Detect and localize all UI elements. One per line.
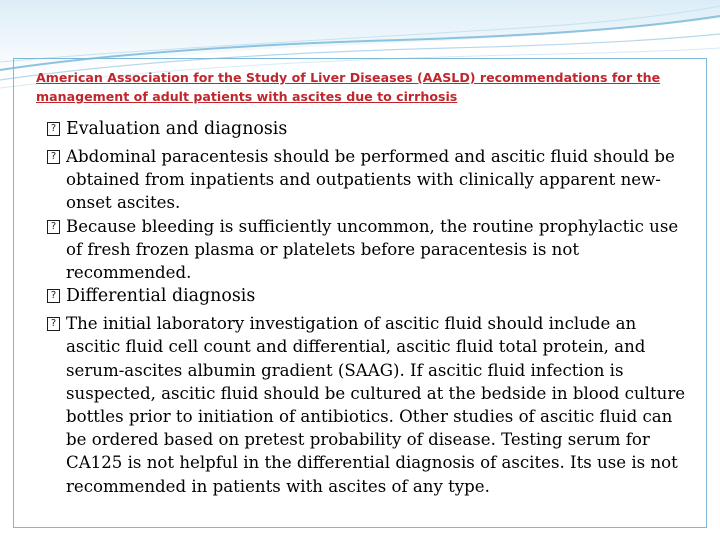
list-item-text: Evaluation and diagnosis	[66, 119, 288, 139]
missing-glyph-box-icon: ?	[47, 220, 60, 234]
missing-glyph-box-icon: ?	[47, 289, 60, 303]
slide-title: American Association for the Study of Liver Diseases (AASLD) recommendations for the management of adult patients with ascites due to cirrhosis	[36, 70, 661, 104]
list-item-text: Because bleeding is sufficiently uncommon, the routine prophylactic use of fresh frozen plasma or platelets before paracentesis is not recommended.	[66, 216, 679, 283]
bullet-list	[47, 117, 687, 498]
list-item	[47, 215, 687, 285]
list-item-text: The initial laboratory investigation of ascitic fluid should include an ascitic fluid cell count and differential, ascitic fluid total protein, and serum-ascites albumin gradient (SAAG). If ascitic fluid infection is suspected, ascitic fluid should be cultured at the bedside in blood culture bottles prior to initiation of antibiotics. Other studies of ascitic fluid can be ordered based on pretest probability of disease. Testing serum for CA125 is not helpful in the differential diagnosis of ascites. Its use is not recommended in patients with ascites of any type.	[66, 314, 686, 496]
list-item	[47, 145, 687, 215]
missing-glyph-box-icon: ?	[47, 150, 60, 164]
list-item	[47, 312, 687, 498]
list-item	[47, 284, 687, 308]
list-item-text: Differential diagnosis	[66, 286, 256, 307]
list-item-text: Abdominal paracentesis should be performed and ascitic fluid should be obtained from inpatients and outpatients with clinically apparent new-onset ascites.	[66, 147, 675, 213]
list-item	[47, 117, 687, 141]
missing-glyph-box-icon: ?	[47, 317, 60, 331]
missing-glyph-box-icon: ?	[47, 122, 60, 136]
